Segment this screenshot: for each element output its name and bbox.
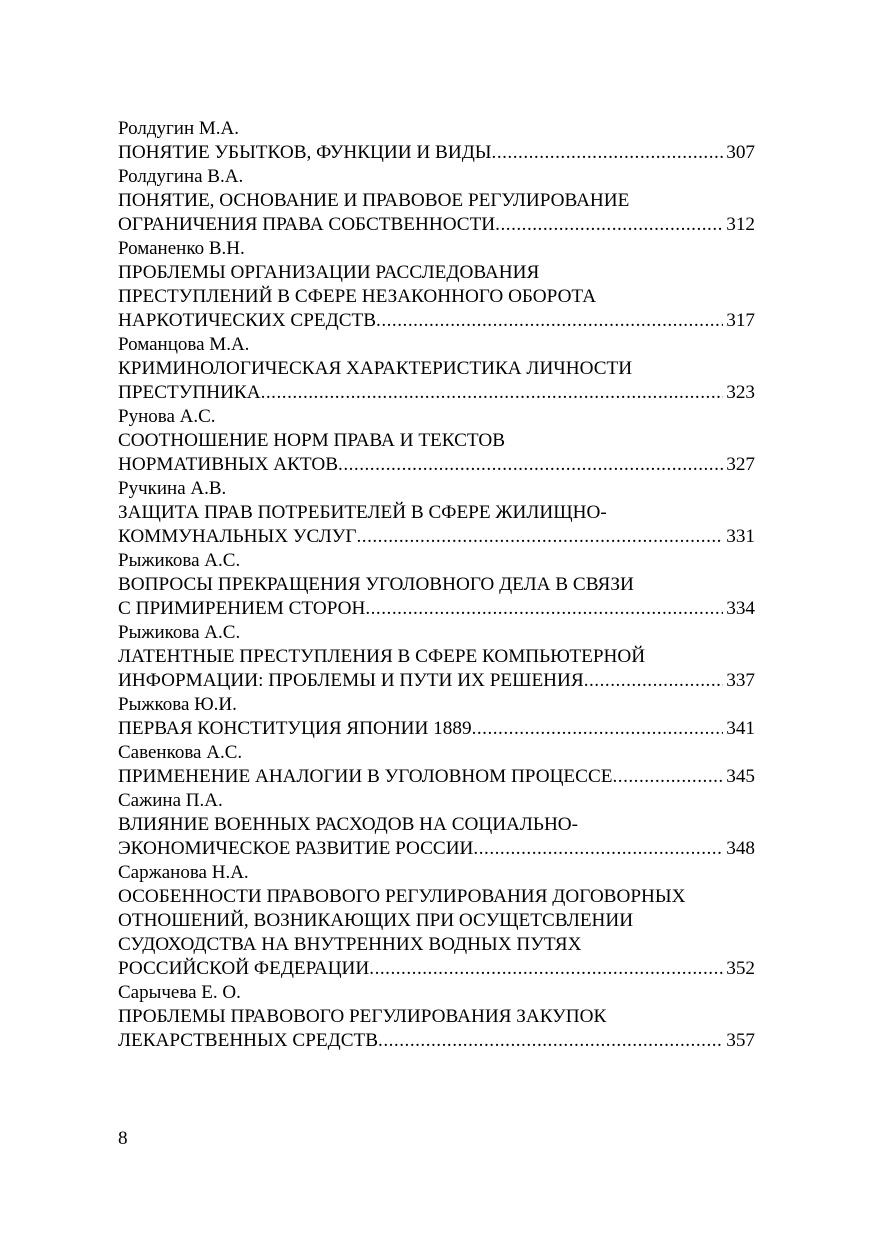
toc-entry-last-line — [118, 765, 755, 789]
toc-entry-last-line — [118, 957, 755, 981]
dot-leader — [492, 141, 724, 165]
toc-entry — [118, 405, 755, 477]
toc-entry-last-line — [118, 837, 755, 861]
toc-entry-author: Савенкова А.С. — [118, 742, 243, 763]
toc-entry-last-line — [118, 381, 755, 405]
toc-entry-title-line: ОТНОШЕНИЙ, ВОЗНИКАЮЩИХ ПРИ ОСУЩЕТСВЛЕНИИ — [118, 910, 634, 931]
toc-entry-title-line: ВОПРОСЫ ПРЕКРАЩЕНИЯ УГОЛОВНОГО ДЕЛА В СВЯЗИ — [118, 574, 634, 595]
toc-entry-title-line: КРИМИНОЛОГИЧЕСКАЯ ХАРАКТЕРИСТИКА ЛИЧНОСТИ — [118, 358, 633, 379]
toc-entry-author: Рунова А.С. — [118, 406, 216, 427]
toc-entry-author: Романенко В.Н. — [118, 238, 245, 259]
dot-leader — [376, 309, 723, 333]
page-number: 8 — [118, 1128, 128, 1149]
toc-entry-page: 317 — [726, 310, 755, 331]
toc-entry-page: 345 — [726, 766, 755, 787]
toc-entry-title-line: ПОНЯТИЕ УБЫТКОВ, ФУНКЦИИ И ВИДЫ — [118, 142, 492, 163]
toc-entry-author: Рыжикова А.С. — [118, 550, 241, 571]
toc-entry-title-line: ЗАЩИТА ПРАВ ПОТРЕБИТЕЛЕЙ В СФЕРЕ ЖИЛИЩНО- — [118, 502, 607, 523]
toc-entry — [118, 549, 755, 621]
toc-entry-page: 327 — [726, 454, 755, 475]
toc-entry-page: 312 — [726, 214, 755, 235]
toc-entry-page: 331 — [726, 526, 755, 547]
toc-entry-page: 323 — [726, 382, 755, 403]
toc-entry-title-line: НАРКОТИЧЕСКИХ СРЕДСТВ — [118, 310, 377, 331]
toc-entry-title-line: ЛАТЕНТНЫЕ ПРЕСТУПЛЕНИЯ В СФЕРЕ КОМПЬЮТЕРНОЙ — [118, 646, 646, 667]
toc-entry — [118, 621, 755, 693]
dot-leader — [338, 453, 723, 477]
toc-entry-last-line — [118, 213, 755, 237]
toc-entry-title-line: РОССИЙСКОЙ ФЕДЕРАЦИИ — [118, 958, 370, 979]
dot-leader — [584, 669, 724, 693]
dot-leader — [356, 525, 723, 549]
toc-entry-author: Ручкина А.В. — [118, 478, 227, 499]
toc-entry — [118, 117, 755, 165]
dot-leader — [365, 597, 723, 621]
table-of-contents — [118, 117, 755, 1053]
toc-entry-title-line: ПРОБЛЕМЫ ОРГАНИЗАЦИИ РАССЛЕДОВАНИЯ — [118, 262, 540, 283]
toc-entry-title-line: ВЛИЯНИЕ ВОЕННЫХ РАСХОДОВ НА СОЦИАЛЬНО- — [118, 814, 579, 835]
toc-entry-page: 357 — [726, 1030, 755, 1051]
toc-entry — [118, 861, 755, 981]
toc-entry-title-line: ПРЕСТУПЛЕНИЙ В СФЕРЕ НЕЗАКОННОГО ОБОРОТА — [118, 286, 597, 307]
dot-leader — [378, 1029, 723, 1053]
toc-entry-author: Романцова М.А. — [118, 334, 250, 355]
toc-entry-last-line — [118, 597, 755, 621]
toc-entry-title-line: ПРИМЕНЕНИЕ АНАЛОГИИ В УГОЛОВНОМ ПРОЦЕССЕ — [118, 766, 613, 787]
toc-entry — [118, 789, 755, 861]
toc-entry-last-line — [118, 309, 755, 333]
dot-leader — [612, 765, 723, 789]
toc-entry-title-line: ПРЕСТУПНИКА — [118, 382, 261, 403]
toc-entry-page: 348 — [726, 838, 755, 859]
toc-entry-last-line — [118, 669, 755, 693]
toc-entry — [118, 165, 755, 237]
toc-entry-title-line: НОРМАТИВНЫХ АКТОВ — [118, 454, 339, 475]
toc-entry-author: Ролдугина В.А. — [118, 166, 244, 187]
toc-entry-author: Рыжикова А.С. — [118, 622, 241, 643]
toc-entry-title-line: ОСОБЕННОСТИ ПРАВОВОГО РЕГУЛИРОВАНИЯ ДОГОВОРНЫХ — [118, 886, 686, 907]
dot-leader — [369, 957, 723, 981]
toc-entry-title-line: СООТНОШЕНИЕ НОРМ ПРАВА И ТЕКСТОВ — [118, 430, 505, 451]
toc-entry-title-line: ПЕРВАЯ КОНСТИТУЦИЯ ЯПОНИИ 1889 — [118, 718, 472, 739]
toc-entry-title-line: С ПРИМИРЕНИЕМ СТОРОН — [118, 598, 366, 619]
toc-entry — [118, 477, 755, 549]
toc-entry-page: 307 — [726, 142, 755, 163]
toc-entry-title-line: ЭКОНОМИЧЕСКОЕ РАЗВИТИЕ РОССИИ — [118, 838, 474, 859]
toc-entry-last-line — [118, 525, 755, 549]
toc-entry-last-line — [118, 453, 755, 477]
toc-entry-title-line: ОГРАНИЧЕНИЯ ПРАВА СОБСТВЕННОСТИ — [118, 214, 496, 235]
toc-entry-author: Рыжкова Ю.И. — [118, 694, 237, 715]
toc-entry — [118, 237, 755, 333]
dot-leader — [473, 837, 723, 861]
toc-entry-last-line — [118, 141, 755, 165]
toc-entry-title-line: ИНФОРМАЦИИ: ПРОБЛЕМЫ И ПУТИ ИХ РЕШЕНИЯ — [118, 670, 584, 691]
toc-entry — [118, 693, 755, 741]
toc-entry-title-line: СУДОХОДСТВА НА ВНУТРЕННИХ ВОДНЫХ ПУТЯХ — [118, 934, 582, 955]
toc-entry — [118, 333, 755, 405]
toc-entry-title-line: ПРОБЛЕМЫ ПРАВОВОГО РЕГУЛИРОВАНИЯ ЗАКУПОК — [118, 1006, 607, 1027]
toc-entry-last-line — [118, 717, 755, 741]
toc-entry-author: Сарычева Е. О. — [118, 982, 241, 1003]
dot-leader — [495, 213, 723, 237]
dot-leader — [261, 381, 724, 405]
toc-entry-author: Саржанова Н.А. — [118, 862, 249, 883]
toc-entry — [118, 741, 755, 789]
dot-leader — [472, 717, 724, 741]
toc-entry-page: 341 — [726, 718, 755, 739]
toc-entry-page: 334 — [726, 598, 755, 619]
toc-entry-page: 352 — [726, 958, 755, 979]
toc-entry — [118, 981, 755, 1053]
toc-entry-page: 337 — [726, 670, 755, 691]
toc-entry-author: Ролдугин М.А. — [118, 118, 239, 139]
toc-entry-last-line — [118, 1029, 755, 1053]
toc-entry-title-line: ЛЕКАРСТВЕННЫХ СРЕДСТВ — [118, 1030, 379, 1051]
toc-entry-author: Сажина П.А. — [118, 790, 223, 811]
toc-entry-title-line: ПОНЯТИЕ, ОСНОВАНИЕ И ПРАВОВОЕ РЕГУЛИРОВАНИЕ — [118, 190, 630, 211]
toc-entry-title-line: КОММУНАЛЬНЫХ УСЛУГ — [118, 526, 357, 547]
